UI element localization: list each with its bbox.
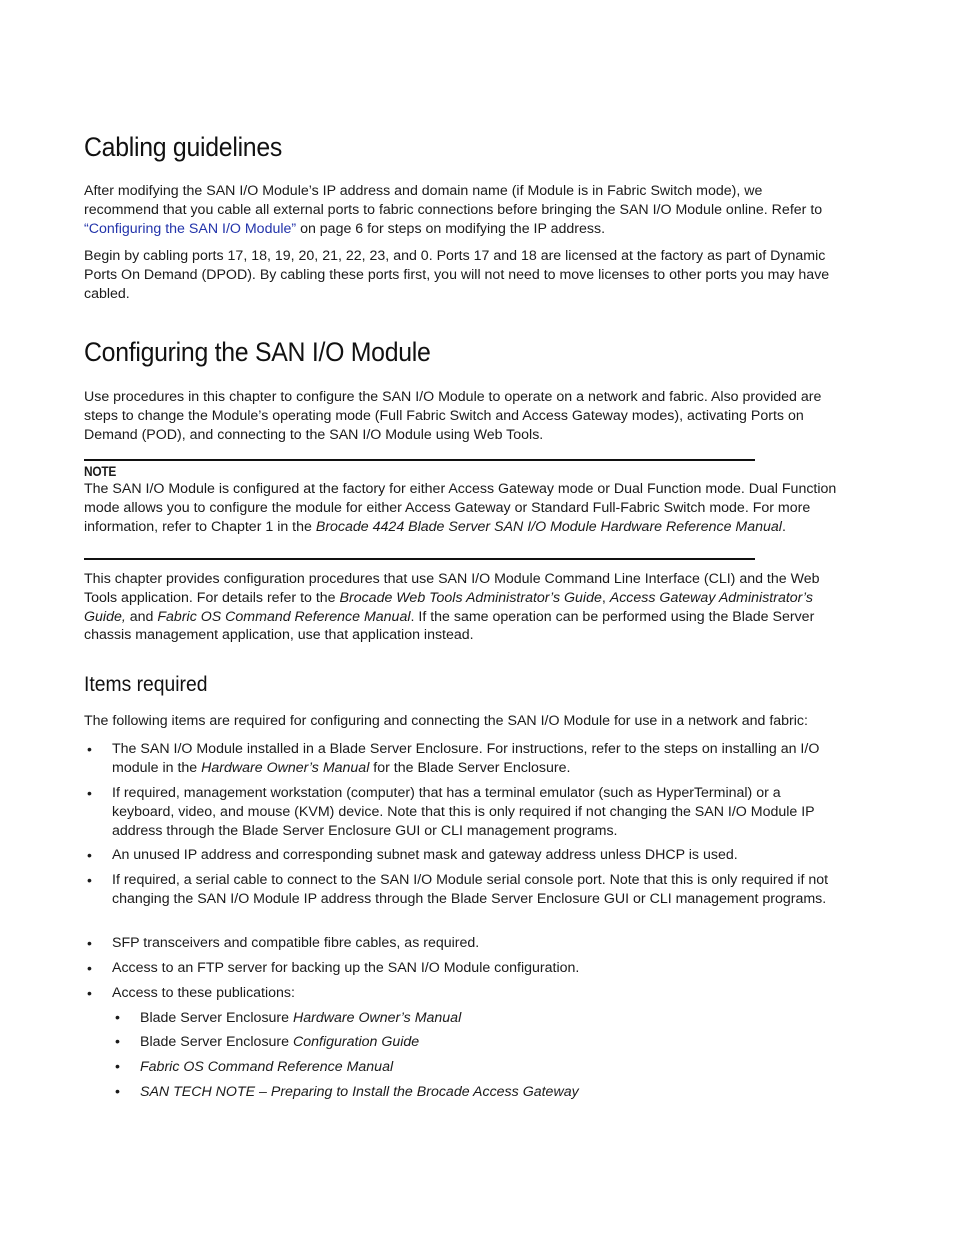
- text-run-italic: SAN TECH NOTE – Preparing to Install the Brocade Access Gateway: [140, 1084, 579, 1100]
- text-run: The SAN I/O Module installed in a Blade Server Enclosure. For instructions, refer to the steps on installing an I/O module in the: [112, 741, 820, 776]
- bullet-icon: •: [115, 1034, 120, 1050]
- bullet-icon: •: [87, 847, 92, 863]
- sub-list-item-text: [140, 1058, 393, 1077]
- list-item-text: Access to an FTP server for backing up the SAN I/O Module configuration.: [112, 960, 580, 976]
- text-run: The SAN I/O Module is configured at the factory for either Access Gateway mode or Dual Function mode. Dual Function mode allows you to configure the module for either Access Gateway or Standard Full-Fabric Switch mode. For more information, refer to Chapter 1 in the: [84, 481, 837, 535]
- text-run: After modifying the SAN I/O Module’s IP address and domain name (if Module is in Fabric Switch mode), we recommend that you cable all external ports to fabric connections before bringing the SAN I/O Module online. Refer to: [84, 183, 823, 218]
- text-run-italic: Configuration Guide: [293, 1034, 420, 1050]
- text-run: Blade Server Enclosure: [140, 1034, 293, 1050]
- heading-items-required: Items required: [84, 673, 208, 696]
- list-item-text: SFP transceivers and compatible fibre cables, as required.: [112, 935, 480, 951]
- text-run: Blade Server Enclosure: [140, 1010, 293, 1026]
- text-run: on page 6 for steps on modifying the IP address.: [296, 220, 606, 237]
- note-box: [84, 459, 837, 561]
- bullet-icon: •: [87, 960, 92, 976]
- list-item-text: Access to these publications:: [112, 985, 295, 1001]
- note-label: NOTE: [84, 463, 117, 479]
- list-item-text: An unused IP address and corresponding subnet mask and gateway address unless DHCP is used.: [112, 847, 738, 863]
- configuring-paragraph-1: Use procedures in this chapter to configure the SAN I/O Module to operate on a network and fabric. Also provided are steps to change the Module’s operating mode (Full Fabric Switch and Access Gateway modes), activating Ports on Demand (POD), and connecting to the SAN I/O Module using Web Tools.: [84, 389, 822, 443]
- note-bottom-rule: [84, 558, 755, 560]
- text-run-italic: Brocade 4424 Blade Server SAN I/O Module Hardware Reference Manual: [315, 518, 782, 535]
- text-run-italic: Fabric OS Command Reference Manual: [140, 1059, 394, 1075]
- sub-list-item-text: [140, 1033, 419, 1052]
- text-run: .: [781, 518, 786, 535]
- items-intro: The following items are required for configuring and connecting the SAN I/O Module for use in a network and fabric:: [84, 713, 808, 729]
- text-run-italic: Fabric OS Command Reference Manual: [157, 608, 411, 625]
- bullet-icon: •: [87, 872, 92, 888]
- bullet-icon: •: [87, 985, 92, 1001]
- sub-list-item-text: [140, 1009, 461, 1028]
- cross-reference-link[interactable]: “Configuring the SAN I/O Module”: [84, 220, 297, 237]
- bullet-icon: •: [87, 785, 92, 801]
- text-run: and: [125, 608, 158, 625]
- sub-list-item-text: [140, 1083, 579, 1102]
- text-run-italic: Hardware Owner’s Manual: [293, 1010, 462, 1026]
- text-run: ,: [601, 589, 610, 606]
- text-run-italic: Brocade Web Tools Administrator’s Guide: [339, 589, 602, 606]
- cabling-paragraph-2: Begin by cabling ports 17, 18, 19, 20, 21, 22, 23, and 0. Ports 17 and 18 are licensed at the factory as part of Dynamic Ports On Demand (DPOD). By cabling these ports first, you will not need to move licenses to other ports you may have cabled.: [84, 248, 830, 302]
- cabling-paragraph-1: [84, 182, 840, 238]
- note-text: [84, 480, 840, 536]
- bullet-icon: •: [115, 1010, 120, 1026]
- bullet-icon: •: [115, 1084, 120, 1100]
- text-run-italic: Hardware Owner’s Manual: [201, 759, 370, 776]
- text-run: for the Blade Server Enclosure.: [369, 759, 571, 776]
- note-top-rule: [84, 459, 755, 461]
- text-run: This chapter provides configuration procedures that use SAN I/O Module Command Line Interface (CLI) and the Web Tools application. For details refer to the: [84, 571, 820, 606]
- list-item-text: [112, 740, 840, 778]
- heading-cabling-guidelines: Cabling guidelines: [84, 132, 283, 162]
- heading-configuring-module: Configuring the SAN I/O Module: [84, 337, 431, 367]
- list-item-text: If required, management workstation (computer) that has a terminal emulator (such as HyperTerminal) or a keyboard, video, and mouse (KVM) device. Note that this is only required if not changing the SAN I/O Module IP address through the Blade Server Enclosure GUI or CLI management programs.: [112, 785, 815, 839]
- list-item-text: If required, a serial cable to connect to the SAN I/O Module serial console port. Note that this is only required if not changing the SAN I/O Module IP address through the Blade Server Enclosure GUI or CLI management programs.: [112, 872, 829, 907]
- text-run-italic: Access Gateway Administrator’s Guide,: [84, 589, 813, 625]
- text-run: . If the same operation can be performed using the Blade Server chassis management application, use that application instead.: [84, 608, 815, 644]
- bullet-icon: •: [87, 741, 92, 757]
- configuring-paragraph-2: [84, 570, 840, 645]
- bullet-icon: •: [87, 935, 92, 951]
- bullet-icon: •: [115, 1059, 120, 1075]
